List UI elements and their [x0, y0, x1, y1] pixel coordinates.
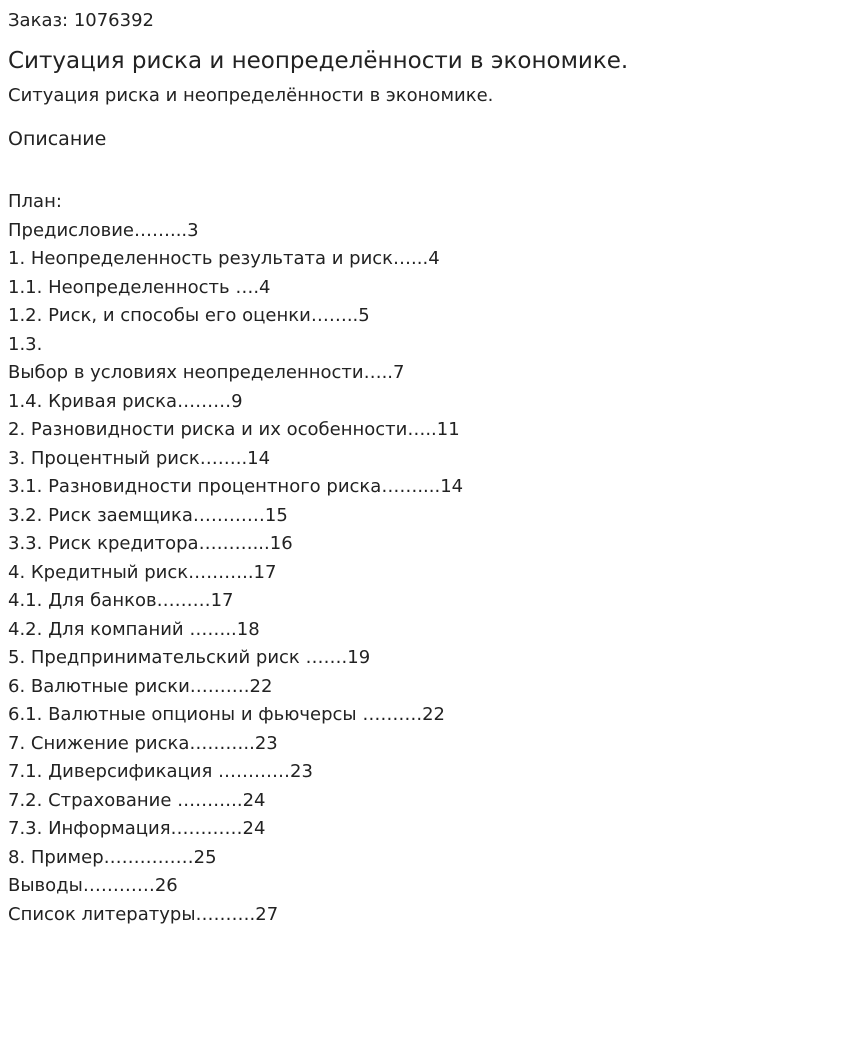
- toc-item: 6. Валютные риски……….22: [8, 675, 273, 697]
- toc-item: 7.3. Информация…………24: [8, 818, 266, 839]
- toc-item: 7.1. Диверсификация …………23: [8, 761, 313, 782]
- toc-item: 2. Разновидности риска и их особенности…..11: [8, 419, 460, 440]
- toc-item: 3.2. Риск заемщика…………15: [8, 504, 288, 526]
- toc-item: Выбор в условиях неопределенности…..7: [8, 362, 405, 383]
- toc-item: 7.2. Страхование ………..24: [8, 789, 266, 811]
- toc-item: 4.1. Для банков………17: [8, 590, 234, 611]
- toc-item: 6.1. Валютные опционы и фьючерсы ……….22: [8, 704, 445, 725]
- toc-item: 3.1. Разновидности процентного риска……....14: [8, 476, 464, 497]
- toc-item: 7. Снижение риска………..23: [8, 732, 278, 754]
- toc-item: 1. Неопределенность результата и риск…...4: [8, 248, 440, 269]
- toc-item: Предисловие……...3: [8, 219, 199, 241]
- description-heading: Описание: [8, 128, 107, 150]
- toc-item: Выводы…………26: [8, 875, 178, 896]
- toc-item: Список литературы……….27: [8, 903, 279, 925]
- order-number: Заказ: 1076392: [8, 10, 154, 31]
- page-title: Ситуация риска и неопределённости в экономике.: [8, 48, 629, 74]
- toc-item: 5. Предпринимательский риск …….19: [8, 647, 371, 668]
- table-of-contents: [8, 217, 839, 930]
- toc-item: 1.3.: [8, 333, 43, 355]
- toc-item: 1.4. Кривая риска………9: [8, 390, 243, 412]
- toc-item: 3.3. Риск кредитора………...16: [8, 533, 293, 554]
- toc-item: 1.1. Неопределенность ….4: [8, 276, 271, 298]
- plan-label: План:: [8, 191, 62, 212]
- toc-item: 8. Пример……………25: [8, 846, 217, 868]
- toc-item: 4. Кредитный риск………..17: [8, 561, 277, 583]
- toc-item: 4.2. Для компаний ……..18: [8, 618, 260, 640]
- toc-item: 1.2. Риск, и способы его оценки……..5: [8, 305, 370, 326]
- toc-item: 3. Процентный риск……..14: [8, 447, 271, 469]
- page-subtitle: Ситуация риска и неопределённости в экономике.: [8, 85, 494, 106]
